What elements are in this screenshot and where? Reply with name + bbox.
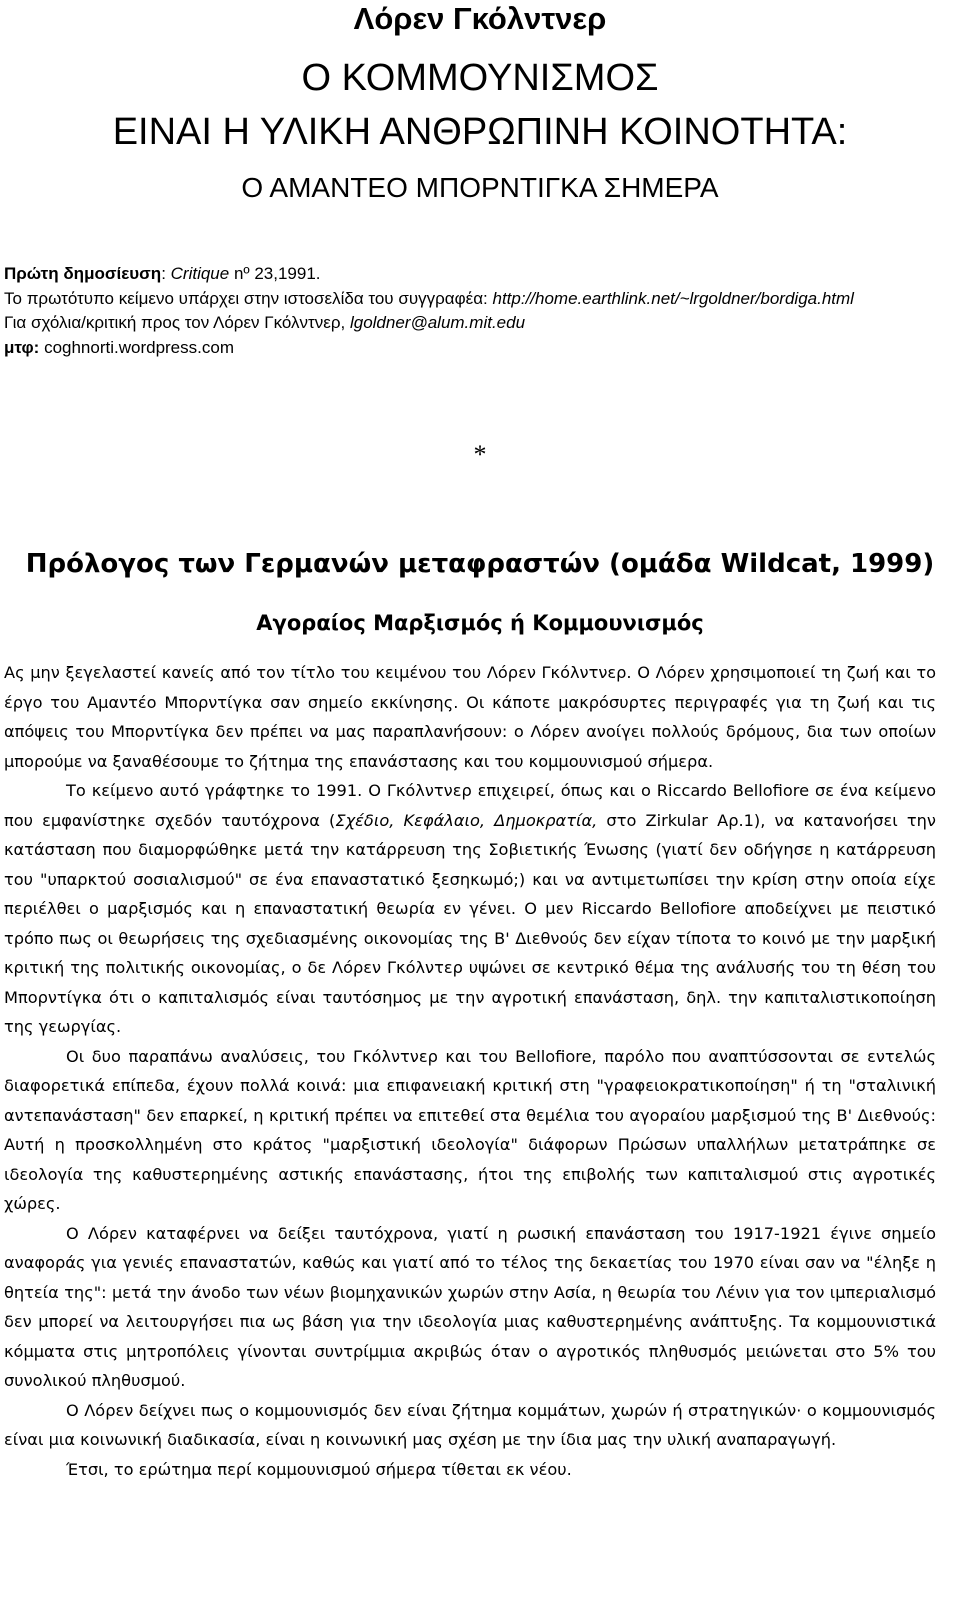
original-url-link[interactable]: http://home.earthlink.net/~lrgoldner/bordiga.html [492, 288, 854, 308]
section-separator: * [473, 440, 487, 469]
paragraph-2 [4, 776, 936, 1042]
title-line-1: Ο ΚΟΜΜΟΥΝΙΣΜΟΣ [301, 57, 659, 99]
title-line-3: Ο ΑΜΑΝΤΕΟ ΜΠΟΡΝΤΙΓΚΑ ΣΗΜΕΡΑ [241, 172, 719, 203]
first-publication-sep: : [161, 264, 171, 283]
paragraph-5: Ο Λόρεν δείχνει πως ο κομμουνισμός δεν είναι ζήτημα κομμάτων, χωρών ή στρατηγικών· ο κομμουνισμός είναι μια κοινωνική διαδικασία, είναι η κοινωνική μας σχέση με την ίδια μας την υλική αναπαραγωγή. [4, 1400, 936, 1449]
title-line-2: ΕΙΝΑΙ Η ΥΛΙΚΗ ΑΝΘΡΩΠΙΝΗ ΚΟΙΝΟΤΗΤΑ: [112, 111, 848, 153]
translation-line [4, 336, 949, 361]
first-publication-label: Πρώτη δημοσίευση [4, 264, 162, 283]
author-name: Λόρεν Γκόλντνερ [353, 1, 607, 36]
original-text-label: Το πρωτότυπο κείμενο υπάρχει στην ιστοσελίδα του συγγραφέα: [4, 288, 493, 308]
title-block [0, 0, 960, 206]
first-publication-journal: Critique [170, 264, 230, 283]
comments-label: Για σχόλια/κριτική προς τον Λόρεν Γκόλντνερ, [4, 313, 350, 332]
preface-subtitle: Αγοραίος Μαρξισμός ή Κομμουνισμός [256, 611, 704, 635]
body-text [4, 658, 936, 1484]
translation-label: μτφ: [4, 337, 40, 357]
comments-email-link[interactable]: lgoldner@alum.mit.edu [349, 313, 526, 332]
paragraph-1: Ας μην ξεγελαστεί κανείς από τον τίτλο του κειμένου του Λόρεν Γκόλντνερ. Ο Λόρεν χρησιμοποιεί τη ζωή και το έργο του Αμαντέο Μπορντίγκα σαν σημείο εκκίνησης. Οι κάποτε μακρόσυρτες περιγραφές για τη ζωή και τις απόψεις του Μπορντίγκα δεν πρέπει να μας παραπλανήσουν: ο Λόρεν ανοίγει πολλούς δρόμους, δια των οποίων μπορούμε να ξαναθέσουμε το ζήτημα της επανάστασης και του κομμουνισμού σήμερα. [4, 663, 936, 771]
preface-title: Πρόλογος των Γερμανών μεταφραστών (ομάδα Wildcat, 1999) [25, 549, 935, 579]
first-publication-issue: nº 23,1991. [229, 264, 321, 283]
comments-line [4, 311, 949, 336]
paragraph-6: Έτσι, το ερώτημα περί κομμουνισμού σήμερα τίθεται εκ νέου. [66, 1459, 572, 1479]
original-text-line [4, 287, 949, 312]
paragraph-2-part-a: Το κείμενο αυτό γράφτηκε το 1991. Ο Γκόλντνερ επιχειρεί, όπως και ο Riccardo Bellofiore σε ένα κείμενο που εμφανίστηκε σχεδόν ταυτόχρονα ( [4, 781, 936, 830]
first-publication-line [4, 262, 949, 287]
paragraph-3: Οι δυο παραπάνω αναλύσεις, του Γκόλντνερ και του Bellofiore, παρόλο που αναπτύσσονται σε εντελώς διαφορετικά επίπεδα, έχουν πολλά κοινά: μια επιφανειακή κριτική στη "γραφειοκρατικοποίηση" ή τη "σταλινική αντεπανάσταση" δεν επαρκεί, η κριτική πρέπει να επιτεθεί στα θεμέλια του αγοραίου μαρξισμού της Β' Διεθνούς: Αυτή η προσκολλημένη στο κράτος "μαρξιστική ιδεολογία" διάφορων Πρώσων υπαλλήλων μετατράπηκε σε ιδεολογία της καθυστερημένης αστικής επανάστασης, ήτοι της επιβολής των καπιταλισμού στις αγροτικές χώρες. [4, 1046, 936, 1213]
paragraph-2-part-b: στο Zirkular Αρ.1), να κατανοήσει την κατάσταση που διαμορφώθηκε μετά την κατάρρευση της Σοβιετικής Ένωσης (γιατί δεν οδήγησε η κατάρρευση του "υπαρκτού σοσιαλισμού" σε ένα επαναστατικό ξεσηκωμό;) και να αντιμετωπίσει την κρίση στην οποία είχε περιέλθει ο μαρξισμός και η επαναστατική θεωρία εν γένει. Ο μεν Riccardo Bellofiore αποδείχνει με πειστικό τρόπο πως οι θεωρήσεις της σχεδιασμένης οικονομίας της Β' Διεθνούς δεν είχαν τίποτα το κοινό με την μαρξική κριτική της πολιτικής οικονομίας, ο δε Λόρεν Γκόλντερ υψώνει σε κεντρικό θέμα της ανάλυσής του τη θέση του Μπορντίγκα ότι ο καπιταλισμός είναι ταυτόσημος με την αγροτική επανάσταση, δηλ. την καπιταλιστικοποίηση της γεωργίας. [4, 810, 936, 1036]
paragraph-2-title-ref: Σχέδιο, Κεφάλαιο, Δημοκρατία, [335, 810, 598, 830]
paragraph-4: Ο Λόρεν καταφέρνει να δείξει ταυτόχρονα, γιατί η ρωσική επανάσταση του 1917-1921 έγινε σημείο αναφοράς για γενιές επαναστατών, καθώς και γιατί από το τέλος της δεκαετίας του 1970 είναι σαν να "έληξε η θητεία της": μετά την άνοδο των νέων βιομηχανικών χωρών στην Ασία, η θεωρία του Λένιν για τον ιμπεριαλισμό δεν μπορεί να λειτουργήσει πια ως βάση για την ιδεολογία μιας καθυστερημένης ανάπτυξης. Τα κομμουνιστικά κόμματα στις μητροπόλεις γίνονται συντρίμμια ακριβώς όταν ο αγροτικός πληθυσμός μειώνεται στο 5% του συνολικού πληθυσμού. [4, 1223, 936, 1390]
translation-site[interactable]: coghnorti.wordpress.com [39, 337, 234, 357]
publication-meta [4, 262, 949, 360]
